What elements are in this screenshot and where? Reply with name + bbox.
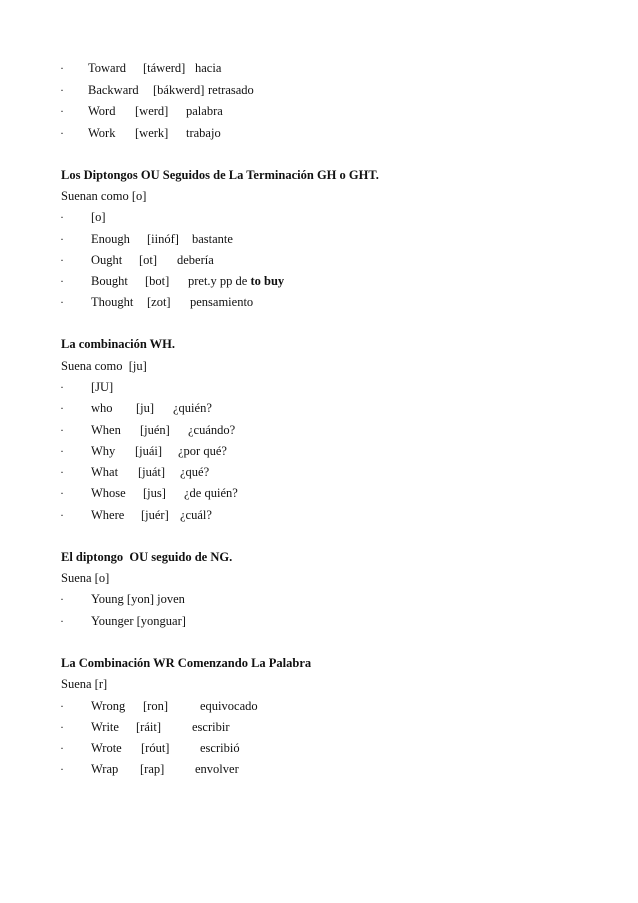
pronunciation: [ju] — [136, 401, 155, 415]
meaning: bastante — [192, 232, 233, 246]
word: Why — [91, 444, 116, 458]
section-subtitle: Suena como [ju] — [61, 359, 147, 373]
list-item — [0, 292, 638, 312]
meaning: escribir — [192, 720, 230, 734]
meaning: trabajo — [186, 126, 221, 140]
list-item — [0, 271, 638, 291]
pronunciation: [juér] — [141, 508, 169, 522]
word: Work — [88, 126, 116, 140]
bullet-icon: · — [60, 699, 64, 713]
word: Word — [88, 104, 116, 118]
meaning: ¿quién? — [173, 401, 212, 415]
bullet-icon: · — [60, 720, 64, 734]
bullet-icon: · — [60, 465, 64, 479]
section-heading: La combinación WH. — [61, 337, 176, 351]
list-item — [0, 420, 638, 440]
section-heading: El diptongo OU seguido de NG. — [61, 550, 233, 564]
list-item — [0, 483, 638, 503]
meaning: hacia — [195, 61, 222, 75]
bullet-icon: · — [60, 380, 64, 394]
section-subtitle: Suenan como [o] — [61, 189, 147, 203]
word: [JU] — [91, 380, 114, 394]
word: What — [91, 465, 119, 479]
bullet-icon: · — [60, 210, 64, 224]
bullet-icon: · — [60, 232, 64, 246]
bullet-icon: · — [60, 61, 64, 75]
meaning: pensamiento — [190, 295, 254, 309]
pronunciation: [iinóf] — [147, 232, 179, 246]
pronunciation: [táwerd] — [143, 61, 186, 75]
list-item — [0, 207, 638, 227]
meaning-text: pret.y pp de — [188, 274, 248, 288]
list-item — [0, 398, 638, 418]
meaning-bold: to buy — [250, 274, 285, 288]
bullet-icon: · — [60, 253, 64, 267]
word: When — [91, 423, 121, 437]
list-item — [0, 462, 638, 482]
word: Whose — [91, 486, 126, 500]
meaning: ¿cuál? — [180, 508, 212, 522]
list-item — [0, 589, 638, 609]
meaning: ¿de quién? — [184, 486, 238, 500]
list-item — [0, 611, 638, 631]
list-item — [0, 58, 638, 78]
bullet-icon: · — [60, 444, 64, 458]
meaning: retrasado — [208, 83, 254, 97]
bullet-icon: · — [60, 401, 64, 415]
meaning: escribió — [200, 741, 240, 755]
meaning: debería — [177, 253, 214, 267]
word: Wrap — [91, 762, 119, 776]
meaning: palabra — [186, 104, 223, 118]
word: Write — [91, 720, 119, 734]
section-heading: La Combinación WR Comenzando La Palabra — [61, 656, 312, 670]
meaning: equivocado — [200, 699, 258, 713]
pronunciation: [juén] — [140, 423, 170, 437]
word: Young [yon] joven — [91, 592, 185, 606]
word: Ought — [91, 253, 123, 267]
pronunciation: [ron] — [143, 699, 168, 713]
pronunciation: [róut] — [141, 741, 170, 755]
word: Enough — [91, 232, 130, 246]
list-item — [0, 229, 638, 249]
bullet-icon: · — [60, 508, 64, 522]
list-item — [0, 377, 638, 397]
list-item — [0, 80, 638, 100]
bullet-icon: · — [60, 592, 64, 606]
section-subtitle: Suena [o] — [61, 571, 110, 585]
list-item — [0, 441, 638, 461]
pronunciation: [ráit] — [136, 720, 161, 734]
section-heading: Los Diptongos OU Seguidos de La Terminación GH o GHT. — [61, 168, 379, 182]
word: who — [91, 401, 113, 415]
bullet-icon: · — [60, 274, 64, 288]
word: Wrong — [91, 699, 126, 713]
pronunciation: [juát] — [138, 465, 166, 479]
pronunciation: [bot] — [145, 274, 170, 288]
list-item — [0, 738, 638, 758]
pronunciation: [rap] — [140, 762, 165, 776]
pronunciation: [juái] — [135, 444, 163, 458]
meaning: ¿cuándo? — [188, 423, 236, 437]
bullet-icon: · — [60, 762, 64, 776]
word: Bought — [91, 274, 128, 288]
pronunciation: [werk] — [135, 126, 169, 140]
bullet-icon: · — [60, 104, 64, 118]
word: Younger [yonguar] — [91, 614, 186, 628]
list-item — [0, 101, 638, 121]
section-subtitle: Suena [r] — [61, 677, 108, 691]
pronunciation: [werd] — [135, 104, 169, 118]
pronunciation: [zot] — [147, 295, 171, 309]
bullet-icon: · — [60, 614, 64, 628]
bullet-icon: · — [60, 423, 64, 437]
bullet-icon: · — [60, 741, 64, 755]
list-item — [0, 250, 638, 270]
meaning: ¿por qué? — [178, 444, 227, 458]
bullet-icon: · — [60, 83, 64, 97]
list-item — [0, 717, 638, 737]
word: Backward — [88, 83, 139, 97]
word: Toward — [88, 61, 127, 75]
list-item — [0, 123, 638, 143]
list-item — [0, 759, 638, 779]
bullet-icon: · — [60, 295, 64, 309]
meaning: envolver — [195, 762, 239, 776]
pronunciation: [jus] — [143, 486, 166, 500]
pronunciation: [bákwerd] — [153, 83, 205, 97]
bullet-icon: · — [60, 486, 64, 500]
list-item — [0, 696, 638, 716]
word: Where — [91, 508, 125, 522]
list-item — [0, 505, 638, 525]
pronunciation: [ot] — [139, 253, 158, 267]
bullet-icon: · — [60, 126, 64, 140]
meaning: ¿qué? — [180, 465, 210, 479]
word: [o] — [91, 210, 106, 224]
word: Wrote — [91, 741, 122, 755]
meaning — [188, 271, 284, 291]
word: Thought — [91, 295, 134, 309]
